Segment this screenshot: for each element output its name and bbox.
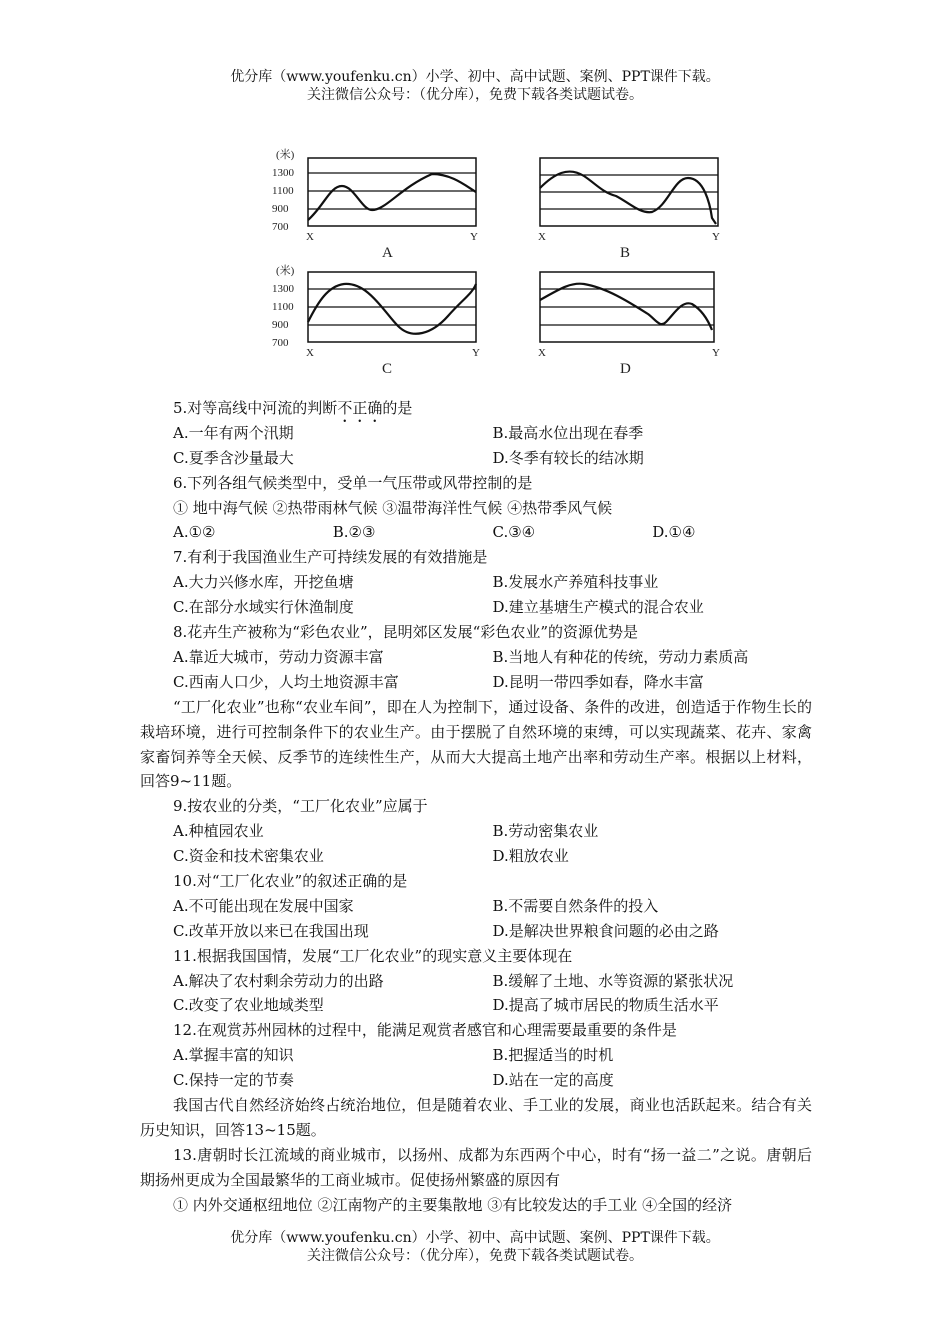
question-body (140, 396, 812, 1218)
panel-label: A (382, 245, 393, 261)
x-end-label: Y (712, 231, 720, 243)
option-d: D.站在一定的高度 (492, 1071, 614, 1090)
header-line-2: 关注微信公众号：（优分库），免费下载各类试题试卷。 (307, 87, 643, 103)
page-header (0, 68, 950, 104)
question-5-options (140, 421, 812, 446)
option-b: B.最高水位出现在春季 (492, 423, 644, 442)
option-a: A.①② (173, 523, 216, 542)
option-a: A.解决了农村剩余劳动力的出路 (173, 971, 384, 990)
question-6-stem: 6.下列各组气候类型中，受单一气压带或风带控制的是 (173, 473, 533, 492)
question-6-options (140, 520, 812, 545)
option-d: D.①④ (652, 523, 696, 542)
stem-text: 5.对等高线中河流的判断 (173, 399, 338, 417)
option-d: D.昆明一带四季如春，降水丰富 (492, 672, 704, 691)
question-10-options (140, 894, 812, 919)
question-5-options (140, 446, 812, 471)
ytick: 1100 (272, 301, 294, 313)
question-8-options (140, 645, 812, 670)
question-12-options (140, 1068, 812, 1093)
question-9-options (140, 819, 812, 844)
option-b: B.把握适当的时机 (492, 1046, 614, 1065)
option-d: D.冬季有较长的结冰期 (492, 448, 644, 467)
ytick: 1300 (272, 167, 294, 179)
question-11-stem: 11.根据我国国情，发展“工厂化农业”的现实意义主要体现在 (173, 946, 573, 965)
option-b: B.发展水产养殖科技事业 (492, 573, 659, 592)
option-c: C.资金和技术密集农业 (173, 847, 324, 866)
option-c: C.西南人口少，人均土地资源丰富 (173, 672, 399, 691)
option-c: C.夏季含沙量最大 (173, 448, 294, 467)
option-b: B.②③ (332, 523, 376, 542)
question-10-stem: 10.对“工厂化农业”的叙述正确的是 (173, 871, 408, 890)
ytick: 700 (272, 337, 289, 349)
option-b: B.当地人有种花的传统，劳动力素质高 (492, 647, 749, 666)
option-d: D.提高了城市居民的物质生活水平 (492, 996, 719, 1015)
ytick: 1300 (272, 283, 294, 295)
ytick: 1100 (272, 185, 294, 197)
option-a: A.不可能出现在发展中国家 (173, 896, 354, 915)
option-d: D.是解决世界粮食问题的必由之路 (492, 921, 719, 940)
question-8-options (140, 670, 812, 695)
x-end-label: Y (472, 347, 480, 359)
option-a: A.一年有两个汛期 (173, 423, 294, 442)
question-12-options (140, 1043, 812, 1068)
ytick: 700 (272, 221, 289, 233)
ytick: 900 (272, 203, 289, 215)
question-7-options (140, 595, 812, 620)
question-13-stem: 13.唐朝时长江流域的商业城市，以扬州、成都为东西两个中心，时有“扬一益二”之说。唐朝后期扬州更成为全国最繁华的工商业城市。促使扬州繁盛的原因有 (140, 1145, 812, 1189)
question-9-options (140, 844, 812, 869)
page-footer (0, 1229, 950, 1265)
x-end-label: Y (712, 347, 720, 359)
option-c: C.改变了农业地域类型 (173, 996, 324, 1015)
panel-a (272, 147, 478, 261)
panel-label: C (382, 361, 393, 376)
reading-passage-1: “工厂化农业”也称“农业车间”，即在人为控制下，通过设备、条件的改进，创造适于作物生长的栽培环境，进行可控制条件下的农业生产。由于摆脱了自然环境的束缚，可以实现蔬菜、花卉、家禽家畜饲养等全天候、反季节的连续性生产，从而大大提高土地产出率和劳动生产率。根据以上材料，回答9~11题。 (140, 697, 812, 791)
option-b: B.缓解了土地、水等资源的紧张状况 (492, 971, 734, 990)
option-c: C.改革开放以来已在我国出现 (173, 921, 369, 940)
question-11-options (140, 993, 812, 1018)
option-a: A.种植园农业 (173, 822, 264, 841)
question-10-options (140, 919, 812, 944)
x-end-label: Y (470, 231, 478, 243)
question-9-stem: 9.按农业的分类，“工厂化农业”应属于 (173, 797, 428, 816)
panel-label: D (620, 361, 631, 376)
emphasized-text: 不正确 (337, 399, 383, 417)
question-8-stem: 8.花卉生产被称为“彩色农业”，昆明郊区发展“彩色农业”的资源优势是 (173, 623, 638, 642)
x-start-label: X (306, 347, 314, 359)
panel-d (538, 272, 720, 376)
question-11-options (140, 969, 812, 994)
option-d: D.粗放农业 (492, 847, 569, 866)
panel-c (272, 263, 480, 376)
footer-line-2: 关注微信公众号：（优分库），免费下载各类试题试卷。 (307, 1248, 643, 1264)
option-a: A.大力兴修水库，开挖鱼塘 (173, 573, 354, 592)
option-a: A.靠近大城市，劳动力资源丰富 (173, 647, 384, 666)
panel-label: B (620, 245, 631, 261)
header-line-1: 优分库（www.youfenku.cn）小学、初中、高中试题、案例、PPT课件下载。 (230, 69, 720, 85)
question-7-stem: 7.有利于我国渔业生产可持续发展的有效措施是 (173, 548, 488, 567)
question-7-options (140, 570, 812, 595)
option-a: A.掌握丰富的知识 (173, 1046, 294, 1065)
question-12-stem: 12.在观赏苏州园林的过程中，能满足观赏者感官和心理需要最重要的条件是 (173, 1021, 677, 1040)
option-c: C.③④ (492, 523, 536, 542)
question-6-items: ① 地中海气候 ②热带雨林气候 ③温带海洋性气候 ④热带季风气候 (173, 498, 613, 517)
question-13-items: ① 内外交通枢纽地位 ②江南物产的主要集散地 ③有比较发达的手工业 ④全国的经济 (173, 1195, 733, 1214)
panel-b (538, 158, 720, 261)
x-start-label: X (538, 347, 546, 359)
option-b: B.劳动密集农业 (492, 822, 599, 841)
option-d: D.建立基塘生产模式的混合农业 (492, 598, 704, 617)
footer-line-1: 优分库（www.youfenku.cn）小学、初中、高中试题、案例、PPT课件下载。 (230, 1230, 720, 1246)
x-start-label: X (538, 231, 546, 243)
x-start-label: X (306, 231, 314, 243)
option-b: B.不需要自然条件的投入 (492, 896, 659, 915)
question-5-stem (140, 396, 812, 421)
option-c: C.保持一定的节奏 (173, 1071, 294, 1090)
option-c: C.在部分水域实行休渔制度 (173, 598, 354, 617)
unit-label: (米) (276, 265, 295, 277)
reading-passage-2: 我国古代自然经济始终占统治地位，但是随着农业、手工业的发展，商业也活跃起来。结合有关历史知识，回答13~15题。 (140, 1096, 812, 1139)
ytick: 900 (272, 319, 289, 331)
stem-text: 的是 (382, 399, 413, 417)
profile-figure (272, 144, 732, 376)
unit-label: (米) (276, 149, 295, 161)
